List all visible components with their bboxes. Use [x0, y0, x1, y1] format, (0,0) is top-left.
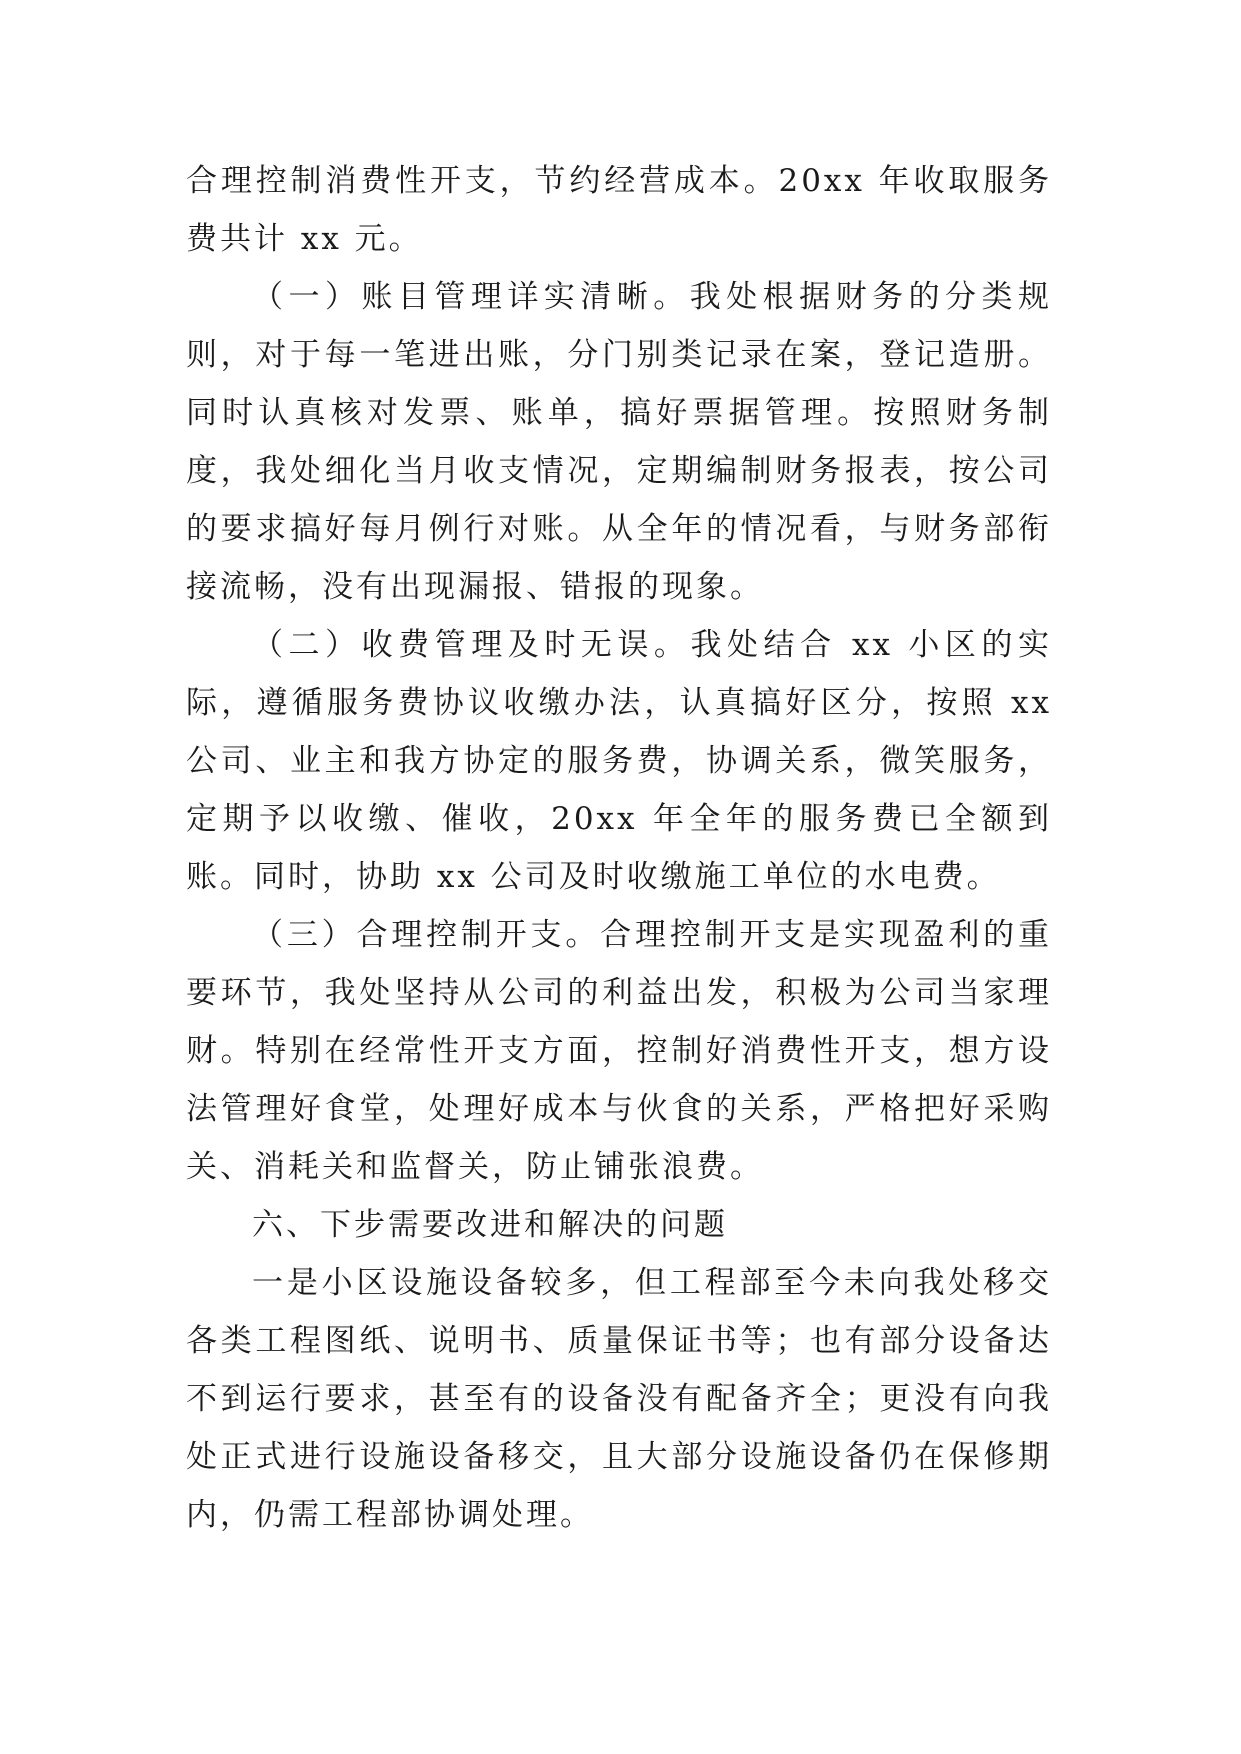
- section-heading-six: 六、下步需要改进和解决的问题: [252, 1207, 728, 1243]
- document-body: [186, 152, 1052, 1544]
- paragraph-fee-collection: （二）收费管理及时无误。我处结合 xx 小区的实际，遵循服务费协议收缴办法，认真搞好区分，按照 xx 公司、业主和我方协定的服务费，协调关系，微笑服务，定期予以收缴、催收，20xx 年全年的服务费已全额到账。同时，协助 xx 公司及时收缴施工单位的水电费。: [186, 627, 1052, 895]
- paragraph-continuation: 合理控制消费性开支，节约经营成本。20xx 年收取服务费共计 xx 元。: [186, 163, 1052, 257]
- paragraph-accounts: （一）账目管理详实清晰。我处根据财务的分类规则，对于每一笔进出账，分门别类记录在案，登记造册。同时认真核对发票、账单，搞好票据管理。按照财务制度，我处细化当月收支情况，定期编制财务报表，按公司的要求搞好每月例行对账。从全年的情况看，与财务部衔接流畅，没有出现漏报、错报的现象。: [186, 279, 1052, 605]
- paragraph-issue-one: 一是小区设施设备较多，但工程部至今未向我处移交各类工程图纸、说明书、质量保证书等；也有部分设备达不到运行要求，甚至有的设备没有配备齐全；更没有向我处正式进行设施设备移交，且大部分设施设备仍在保修期内，仍需工程部协调处理。: [186, 1265, 1052, 1533]
- paragraph-expense-control: （三）合理控制开支。合理控制开支是实现盈利的重要环节，我处坚持从公司的利益出发，积极为公司当家理财。特别在经常性开支方面，控制好消费性开支，想方设法管理好食堂，处理好成本与伙食的关系，严格把好采购关、消耗关和监督关，防止铺张浪费。: [186, 917, 1052, 1185]
